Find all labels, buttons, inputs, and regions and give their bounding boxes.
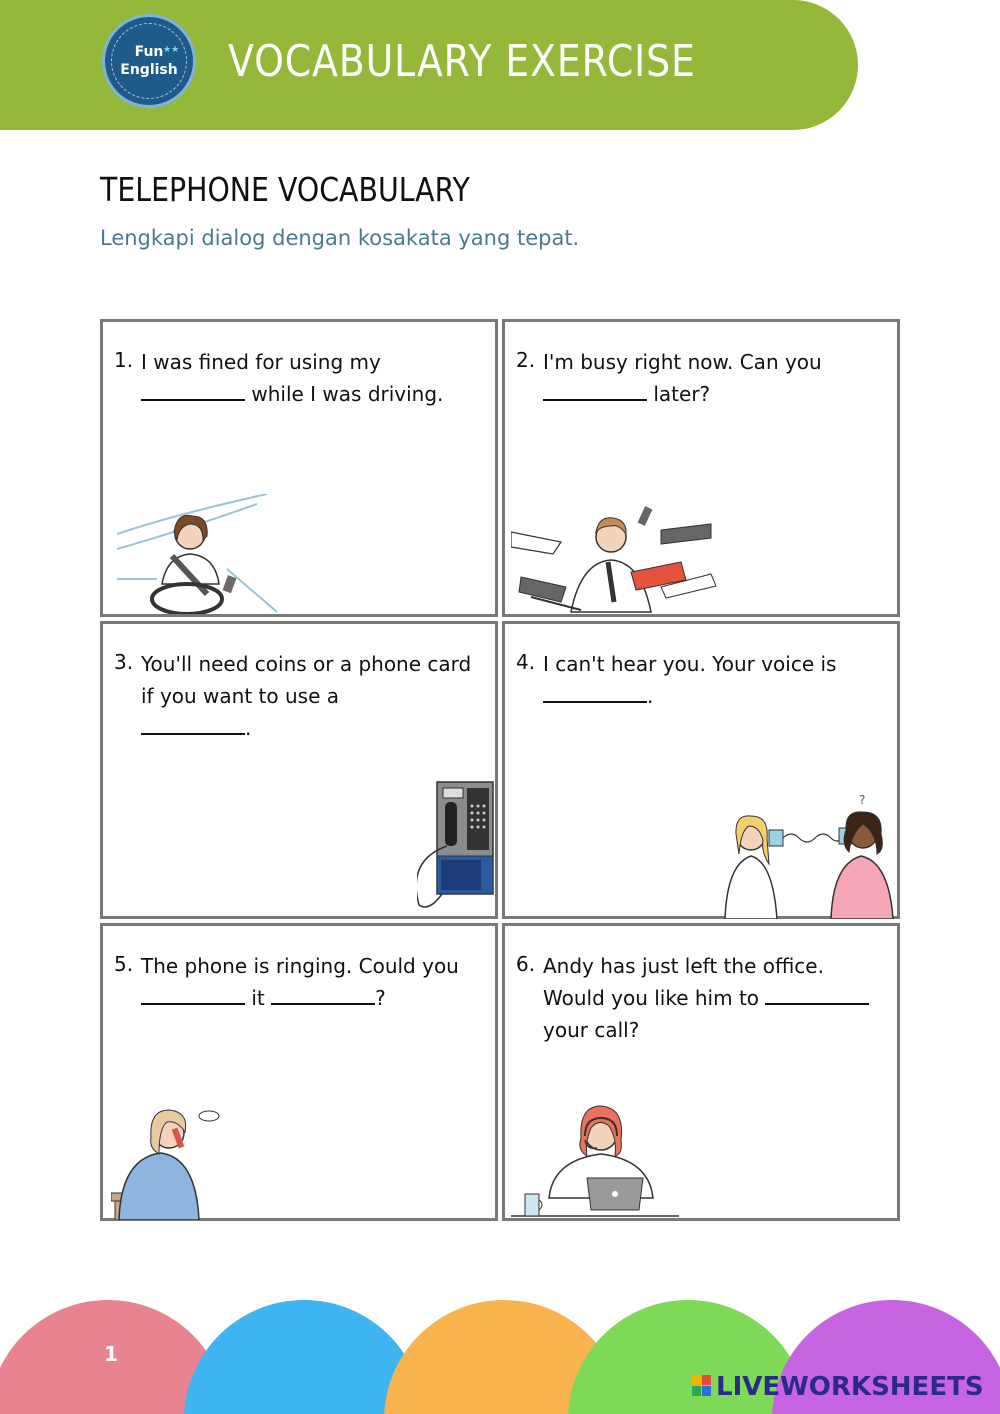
- answer-blank[interactable]: [765, 983, 869, 1005]
- question-text-part: Andy has just left the office. Would you like him to: [543, 954, 824, 1010]
- brand-text: LIVEWORKSHEETS: [716, 1372, 984, 1402]
- logo-text: Fun English: [120, 44, 178, 78]
- payphone-illustration: [417, 780, 497, 915]
- answer-blank[interactable]: [543, 379, 647, 401]
- question-text-part: I'm busy right now. Can you: [543, 350, 822, 374]
- stressed-busy-man-illustration: [511, 502, 721, 614]
- question-text-part: your call?: [543, 1018, 640, 1042]
- question-text-part: it: [251, 986, 265, 1010]
- answer-blank[interactable]: [141, 713, 245, 735]
- liveworksheets-brand[interactable]: [692, 1372, 984, 1402]
- answer-blank[interactable]: [141, 379, 245, 401]
- question-text-part: later?: [653, 382, 711, 406]
- star-icon: ★★: [163, 45, 180, 55]
- question-number: 1.: [114, 348, 134, 372]
- answer-blank[interactable]: [271, 983, 375, 1005]
- tin-can-phone-illustration: [721, 794, 899, 919]
- liveworksheets-logo-icon: [692, 1374, 712, 1396]
- question-text: [141, 648, 486, 744]
- question-card-2: [502, 319, 900, 617]
- woman-on-phone-illustration: [111, 1098, 223, 1220]
- question-text-part: The phone is ringing. Could you: [141, 954, 459, 978]
- question-number: 4.: [516, 650, 536, 674]
- question-card-1: [100, 319, 498, 617]
- question-text-part: I was fined for using my: [141, 350, 381, 374]
- question-card-4: [502, 621, 900, 919]
- question-text-part: while I was driving.: [251, 382, 444, 406]
- question-text-part: .: [245, 716, 252, 740]
- question-number: 5.: [114, 952, 134, 976]
- question-text-part: .: [647, 684, 654, 708]
- question-text-part: I can't hear you. Your voice is: [543, 652, 837, 676]
- question-text: [543, 648, 888, 712]
- question-number: 2.: [516, 348, 536, 372]
- fun-english-logo: [102, 14, 196, 108]
- page-number: 1: [104, 1342, 118, 1366]
- question-number: 6.: [516, 952, 536, 976]
- call-center-agent-illustration: [511, 1098, 681, 1220]
- question-text: [141, 346, 486, 410]
- question-card-3: [100, 621, 498, 919]
- header-banner: [0, 0, 858, 130]
- question-grid: [100, 319, 900, 1222]
- instructions: Lengkapi dialog dengan kosakata yang tepat.: [100, 226, 580, 250]
- woman-driving-illustration: [117, 494, 282, 614]
- answer-blank[interactable]: [141, 983, 245, 1005]
- question-text-part: You'll need coins or a phone card if you want to use a: [141, 652, 472, 708]
- question-text: [141, 950, 486, 1014]
- question-number: 3.: [114, 650, 134, 674]
- question-text: [543, 950, 888, 1046]
- question-card-5: [100, 923, 498, 1221]
- section-title: TELEPHONE VOCABULARY: [100, 170, 470, 209]
- page-title: VOCABULARY EXERCISE: [228, 36, 696, 87]
- answer-blank[interactable]: [543, 681, 647, 703]
- question-card-6: [502, 923, 900, 1221]
- question-text: [543, 346, 888, 410]
- question-text-part: ?: [375, 986, 386, 1010]
- svg-text:?: ?: [859, 794, 866, 807]
